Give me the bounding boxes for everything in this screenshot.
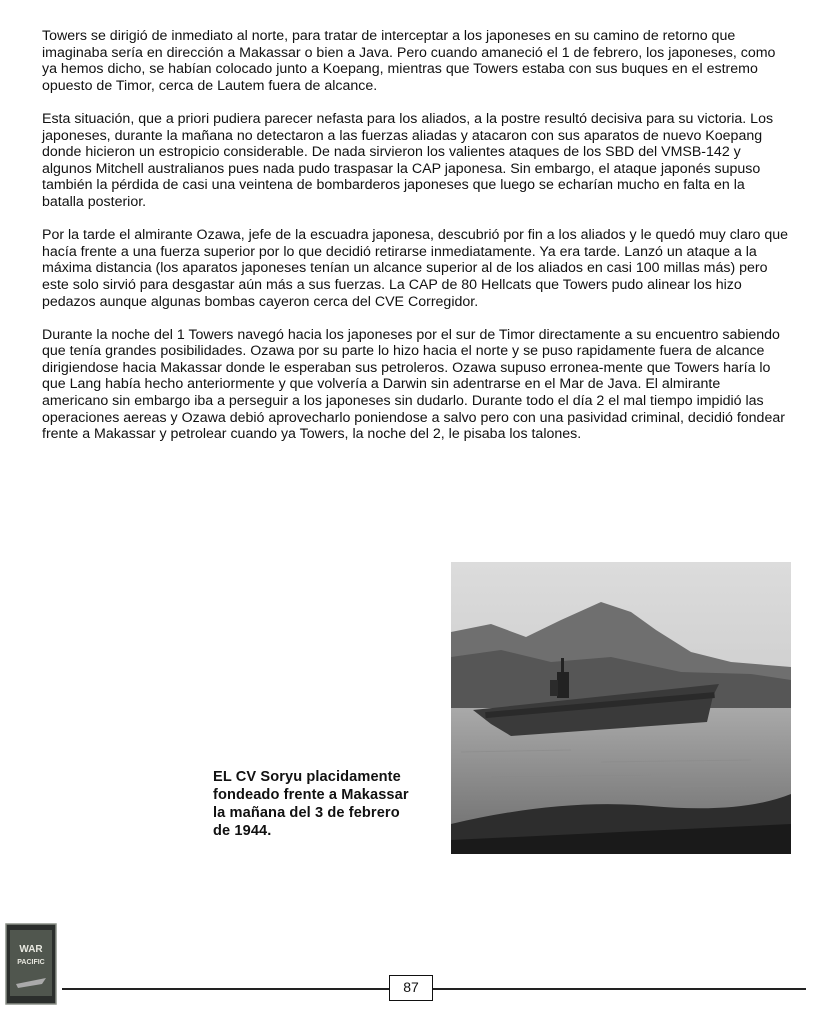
article-body [42,28,790,459]
paragraph-3: Por la tarde el almirante Ozawa, jefe de la escuadra japonesa, descubrió por fin a los aliados y le quedó muy claro que hacía frente a una fuerza superior por lo que decidió retirarse inmediatamente. Ya era tarde. Lanzó un ataque a la máxima distancia (los aparatos japoneses tenían un alcance superior al de los aliados en casi 100 millas más) pero este solo sirvió para desgastar aún más a sus fuerzas. La CAP de 80 Hellcats que Towers pudo alinear los hizo pedazos aunque algunas bombas cayeron cerca del CVE Corregidor. [42,227,789,310]
logo-text-war: WAR [19,944,43,955]
war-pacific-logo [4,922,58,1006]
caption-line: EL CV Soryu placidamente [213,769,401,785]
caption-line: fondeado frente a Makassar [213,787,409,803]
page-number: 87 [389,975,433,1001]
logo-text-pacific: PACIFIC [17,959,45,966]
carrier-photo [451,562,791,854]
footer-rule-right [433,988,806,990]
paragraph-1: Towers se dirigió de inmediato al norte, para tratar de interceptar a los japoneses en su camino de retorno que imaginaba sería en dirección a Makassar o bien a Java. Pero cuando amaneció el 1 de febrero, los japoneses, como ya hemos dicho, se habían colocado junto a Koepang, mientras que Towers estaba con sus buques en el estremo opuesto de Timor, cerca de Lautem fuera de alcance. [42,28,776,94]
paragraph-2: Esta situación, que a priori pudiera parecer nefasta para los aliados, a la postre resultó decisiva para su victoria. Los japoneses, durante la mañana no detectaron a las fuerzas aliadas y atacaron con sus aparatos de nuevo Koepang donde hicieron un estropicio considerable. De nada sirvieron los valientes ataques de los SBD del VMSB-142 y algunos Mitchell australianos pues nada pudo traspasar la CAP japonesa. Sin embargo, el ataque japonés supuso también la pérdida de casi una veintena de bombarderos japoneses que luego se echarían mucho en falta en la batalla posterior. [42,110,774,210]
caption-line: la mañana del 3 de febrero [213,805,400,821]
carrier-photo-illustration [451,562,791,854]
footer-rule-left [62,988,389,990]
caption-line: de 1944. [213,823,272,839]
photo-caption [213,768,443,840]
paragraph-4: Durante la noche del 1 Towers navegó hacia los japoneses por el sur de Timor directamente a su encuentro sabiendo que tenía grandes posibilidades. Ozawa por su parte lo hizo hacia el norte y se puso rapidamente fuera de alcance dirigiendose hacia Makassar donde le esperaban sus petroleros. Ozawa supuso erronea-mente que Towers haría lo que Lang había hecho anteriormente y que volvería a Darwin sin adentrarse en el Mar de Java. El almirante americano sin embargo iba a perseguir a los japoneses sin dudarlo. Durante todo el día 2 el mal tiempo impidió las operaciones aereas y Ozawa debió aprovecharlo poniendose a salvo pero con una pasividad criminal, decidió fondear frente a Makassar y petrolear cuando ya Towers, la noche del 2, le pisaba los talones. [42,326,785,443]
